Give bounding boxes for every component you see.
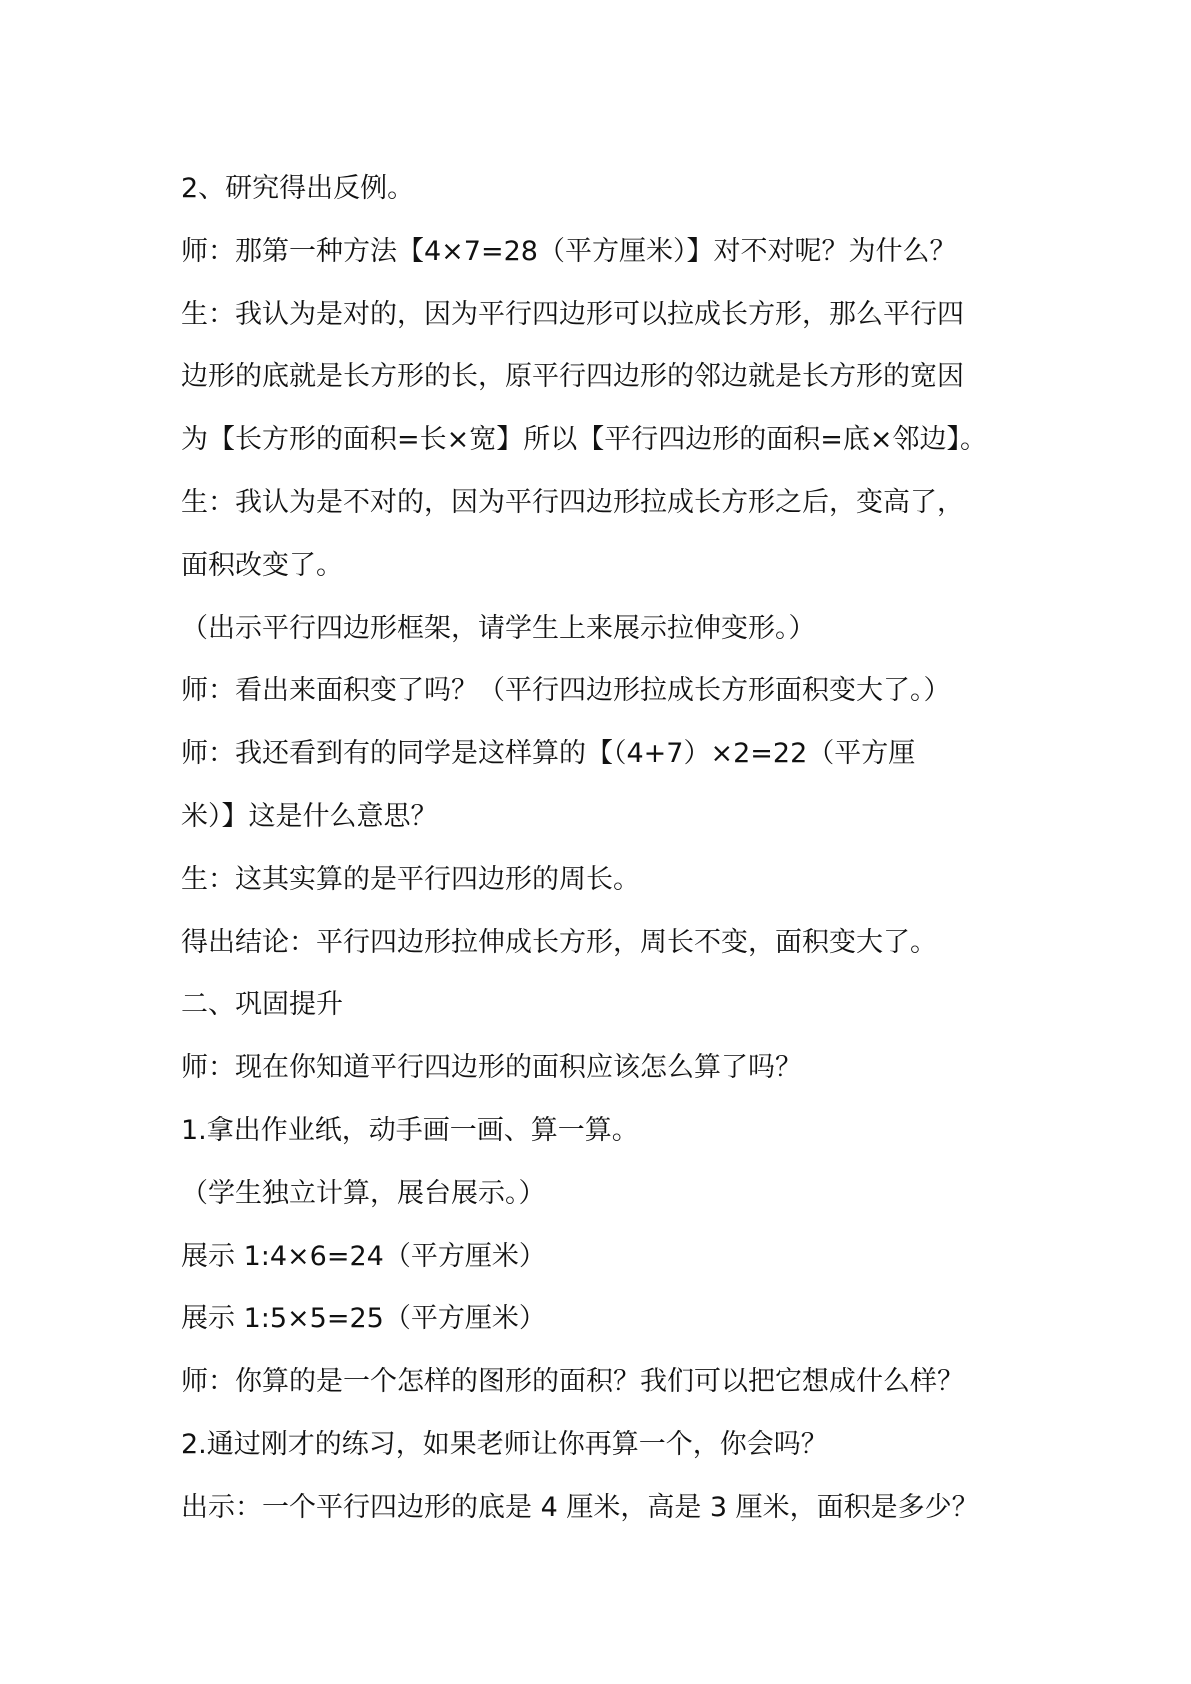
paragraph-line: 得出结论：平行四边形拉伸成长方形，周长不变，面积变大了。: [181, 926, 937, 958]
paragraph-line: 生：这其实算的是平行四边形的周长。: [181, 863, 640, 895]
paragraph-line: 1.拿出作业纸，动手画一画、算一算。: [181, 1114, 639, 1146]
paragraph-line: （出示平行四边形框架，请学生上来展示拉伸变形。）: [181, 612, 816, 644]
paragraph-line: 师：你算的是一个怎样的图形的面积？我们可以把它想成什么样？: [181, 1366, 964, 1398]
paragraph-line: 出示：一个平行四边形的底是 4 厘米，高是 3 厘米，面积是多少？: [181, 1491, 979, 1523]
paragraph-line: 2.通过刚才的练习，如果老师让你再算一个，你会吗？: [181, 1428, 828, 1460]
paragraph-line: 米）】这是什么意思？: [181, 800, 438, 832]
paragraph-line: 边形的底就是长方形的长，原平行四边形的邻边就是长方形的宽因: [181, 361, 964, 393]
paragraph-line: 面积改变了。: [181, 549, 343, 581]
paragraph-line: 师：那第一种方法【4×7=28（平方厘米）】对不对呢？为什么？: [181, 235, 957, 267]
section-heading-consolidation: 二、巩固提升: [181, 989, 343, 1021]
paragraph-line: 为【长方形的面积=长×宽】所以【平行四边形的面积=底×邻边】。: [181, 424, 987, 456]
paragraph-line: 生：我认为是对的，因为平行四边形可以拉成长方形，那么平行四: [181, 298, 964, 330]
paragraph-line: 展示 1:4×6=24（平方厘米）: [181, 1240, 546, 1272]
paragraph-line: （学生独立计算，展台展示。）: [181, 1177, 546, 1209]
paragraph-line: 师：我还看到有的同学是这样算的【（4+7）×2=22（平方厘: [181, 738, 916, 770]
document-body: [181, 158, 1081, 1540]
paragraph-line: 生：我认为是不对的，因为平行四边形拉成长方形之后，变高了，: [181, 486, 964, 518]
section-heading-counterexample: 2、研究得出反例。: [181, 173, 415, 204]
paragraph-line: 师：现在你知道平行四边形的面积应该怎么算了吗？: [181, 1052, 802, 1084]
paragraph-line: 师：看出来面积变了吗？（平行四边形拉成长方形面积变大了。）: [181, 675, 951, 707]
paragraph-line: 展示 1:5×5=25（平方厘米）: [181, 1303, 546, 1335]
